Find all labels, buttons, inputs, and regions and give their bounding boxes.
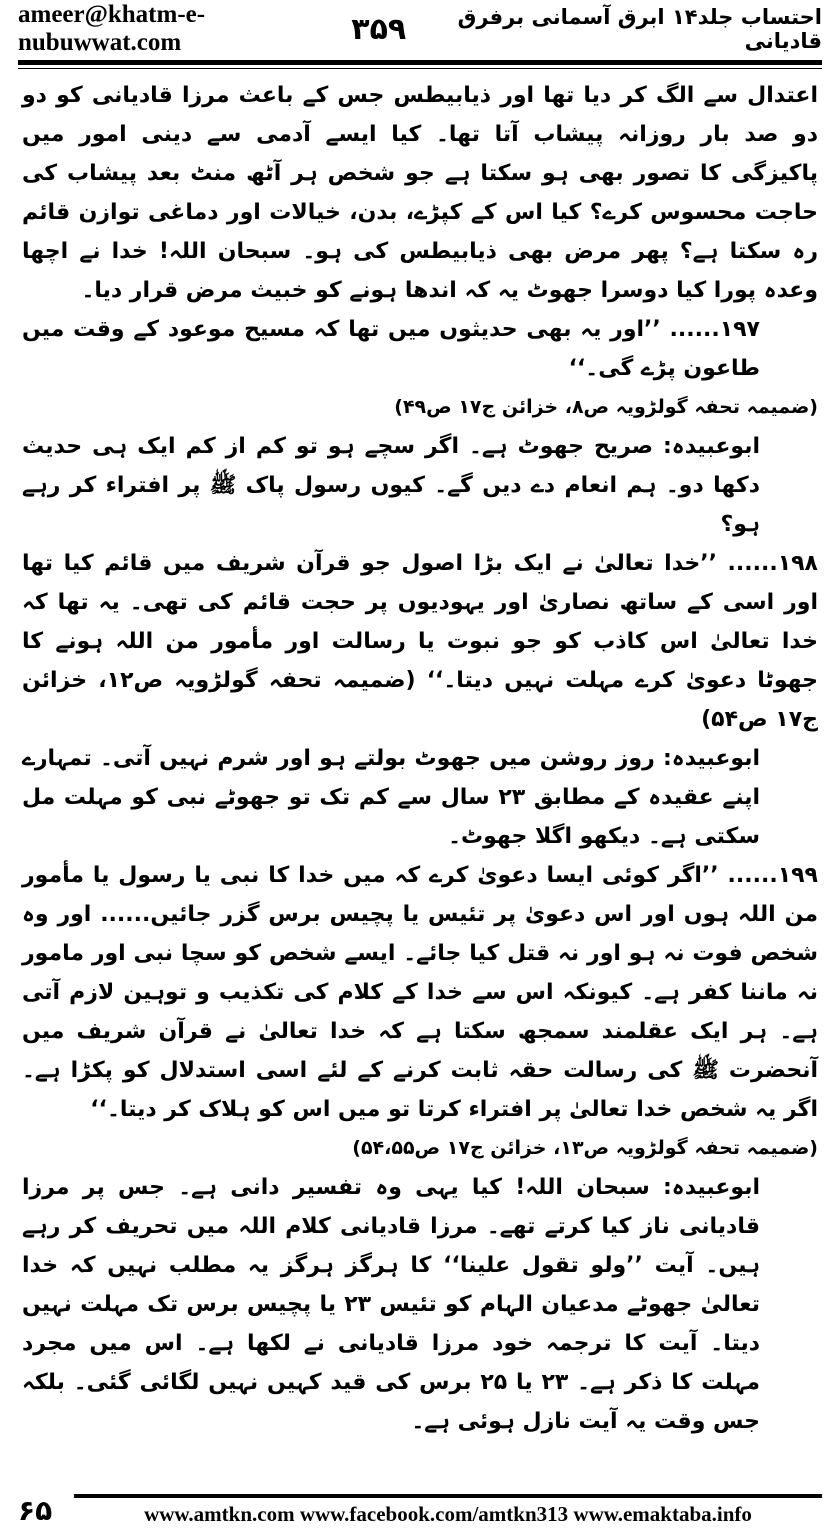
paragraph-4: ۱۹۸...... ’’خدا تعالیٰ نے ایک بڑا اصول جو قرآن شریف میں قائم کیا تھا اور اسی کے ساتھ نصاریٰ اور یہودیوں پر حجت قائم کی تھی۔ یہ تھا کہ خدا تعالیٰ اس کاذب کو جو نبوت یا رسالت اور مأمور من اللہ ہونے کا جھوٹا دعویٰ کرے مہلت نہیں دیتا۔‘‘ (ضمیمہ تحفہ گولڑویہ ص۱۲، خزائن ج۱۷ ص۵۴)	[22, 551, 818, 732]
footer-page-number: ۶۵	[18, 1493, 53, 1527]
header-rule-thin	[18, 68, 822, 69]
footer-right	[74, 1494, 822, 1527]
paragraph-7: ابوعبیدہ: سبحان اللہ! کیا یہی وہ تفسیر دانی ہے۔ جس پر مرزا قادیانی ناز کیا کرتے تھے۔ مرزا قادیانی کلام اللہ میں تحریف کر رہے ہیں۔ آیت ’’ولو تقول علینا‘‘ کا ہرگز ہرگز یہ مطلب نہیں کہ خدا تعالیٰ جھوٹے مدعیان الہام کو تئیس ۲۳ یا پچیس برس تک مہلت نہیں دیتا۔ آیت کا ترجمہ خود مرزا قادیانی نے لکھا ہے۔ اس میں مجرد مہلت کا ذکر ہے۔ ۲۳ یا ۲۵ برس کی قید کہیں نہیں لگائی گئی۔ بلکہ جس وقت یہ آیت نازل ہوئی ہے۔	[22, 1175, 760, 1434]
footer-links[interactable]: www.amtkn.com www.facebook.com/amtkn313 www.emaktaba.info	[144, 1501, 752, 1526]
reference-1: (ضمیمہ تحفہ گولڑویہ ص۸، خزائن ج۱۷ ص۴۹)	[394, 396, 818, 418]
paragraph-6: ۱۹۹...... ’’اگر کوئی ایسا دعویٰ کرے کہ میں خدا کا نبی یا رسول یا مأمور من اللہ ہوں اور اس دعویٰ پر تئیس یا پچیس برس گزر جائیں...... اور وہ شخص فوت نہ ہو اور نہ قتل کیا جائے۔ ایسے شخص کو سچا نبی اور مامور نہ ماننا کفر ہے۔ کیونکہ اس سے خدا کے کلام کی تکذیب و توہین لازم آتی ہے۔ ہر ایک عقلمند سمجھ سکتا ہے کہ خدا تعالیٰ نے قرآن شریف میں آنحضرت ﷺ کی رسالت حقہ ثابت کرنے کے لئے اسی استدلال کو پکڑا ہے۔ اگر یہ شخص خدا تعالیٰ پر افتراء کرتا تو میں اس کو ہلاک کر دیتا۔‘‘	[22, 863, 818, 1122]
paragraph-3: ابوعبیدہ: صریح جھوٹ ہے۔ اگر سچے ہو تو کم از کم ایک ہی حدیث دکھا دو۔ ہم انعام دے دیں گے۔ کیوں رسول پاک ﷺ پر افتراء کر رہے ہو؟	[22, 434, 760, 537]
header-rule-thick	[18, 60, 822, 65]
header-book-title: احتساب جلد۱۴ ابرق آسمانی برفرق قادیانی	[457, 5, 822, 53]
paragraph-1: اعتدال سے الگ کر دیا تھا اور ذیابیطس جس کے باعث مرزا قادیانی کو دو دو صد بار روزانہ پیشاب آتا تھا۔ کیا ایسے آدمی سے دینی امور میں پاکیزگی کا تصور بھی ہو سکتا ہے جو شخص ہر آٹھ منٹ بعد پیشاب کی حاجت محسوس کرے؟ کیا اس کے کپڑے، بدن، خیالات اور دماغی توازن قائم رہ سکتا ہے؟ پھر مرض بھی ذیابیطس کی ہو۔ سبحان اللہ! خدا نے اچھا وعدہ پورا کیا دوسرا جھوٹ یہ کہ اندھا ہونے کو خبیث مرض قرار دیا۔	[22, 83, 818, 303]
reference-2: (ضمیمہ تحفہ گولڑویہ ص۱۳، خزائن ج۱۷ ص۵۴،۵۵)	[352, 1137, 818, 1159]
header-page-number: ۳۵۹	[351, 11, 407, 47]
footer-rule	[74, 1494, 822, 1498]
page-header	[18, 0, 822, 58]
page-content	[22, 76, 818, 1482]
header-left	[18, 1, 406, 57]
paragraph-5: ابوعبیدہ: روز روشن میں جھوٹ بولتے ہو اور شرم نہیں آتی۔ تمہارے اپنے عقیدہ کے مطابق ۲۳ سال سے کم تک تو جھوٹے نبی کو مہلت مل سکتی ہے۔ دیکھو اگلا جھوٹ۔	[22, 746, 761, 849]
header-email: ameer@khatm-e-nubuwwat.com	[18, 1, 206, 56]
page-footer	[18, 1488, 822, 1532]
paragraph-2: ۱۹۷...... ’’اور یہ بھی حدیثوں میں تھا کہ مسیح موعود کے وقت میں طاعون پڑے گی۔‘‘	[22, 317, 760, 381]
